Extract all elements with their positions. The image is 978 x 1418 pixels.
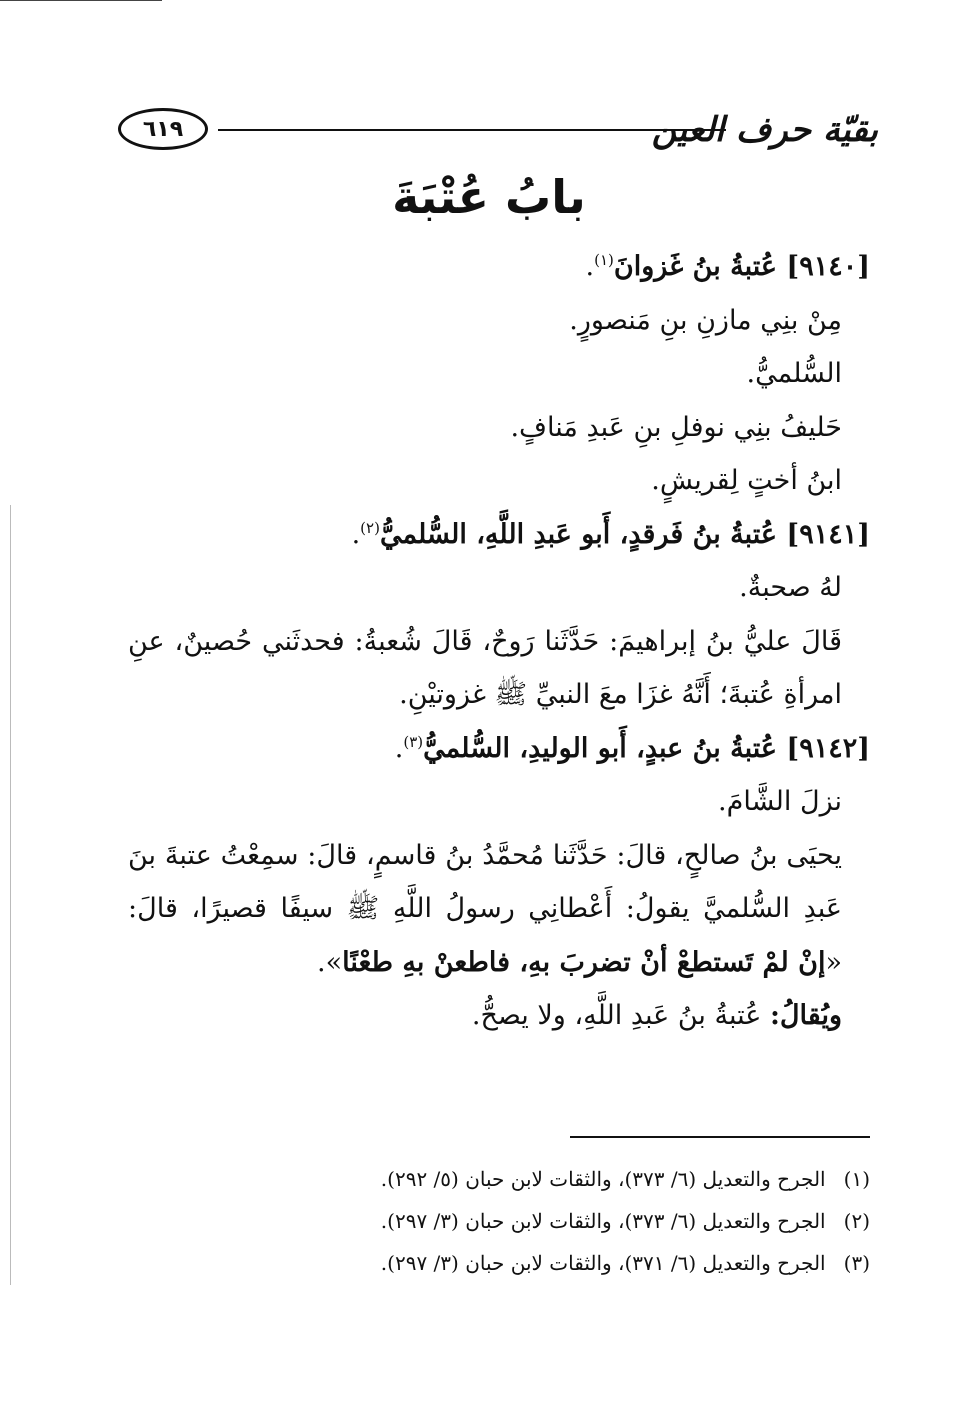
- entry-name: عُتبةُ بنُ غَزوانَ: [613, 251, 787, 282]
- lead-word: ويُقالُ:: [769, 1000, 842, 1031]
- footnote-text: الجرح والتعديل (٦/ ٣٧٣)، والثقات لابن حبان (٣/ ٢٩٧).: [380, 1209, 826, 1233]
- footnote-number: (١): [843, 1167, 870, 1191]
- footnote: [128, 1242, 870, 1284]
- punctuation: .: [351, 518, 361, 550]
- entry-number: [٩١٤١]: [786, 518, 870, 550]
- main-text: [128, 240, 870, 1043]
- footnote: [128, 1200, 870, 1242]
- footnote-number: (٣): [843, 1251, 870, 1275]
- punctuation: ».: [317, 946, 343, 978]
- paragraph: ابنُ أختٍ لِقريشٍ.: [651, 465, 842, 496]
- punctuation: .: [585, 251, 595, 282]
- paragraph: [128, 989, 870, 1043]
- paragraph: حَليفُ بنِي نوفلِ بنِ عَبدِ مَنافٍ.: [510, 411, 842, 443]
- page-edge-line: [10, 505, 11, 1285]
- footnote-text: الجرح والتعديل (٦/ ٣٧١)، والثقات لابن حبان (٣/ ٢٩٧).: [380, 1251, 826, 1275]
- running-head: بقيّة حرف العين: [651, 110, 878, 150]
- footnotes: [128, 1158, 870, 1284]
- footnote-number: (٢): [843, 1209, 870, 1233]
- entry-heading-9141: [128, 508, 870, 562]
- entry-heading-9140: [128, 240, 870, 294]
- entry-number: [٩١٤٠]: [786, 251, 870, 282]
- paragraph: نزلَ الشَّامَ.: [718, 786, 842, 817]
- footnote-text: الجرح والتعديل (٦/ ٣٧٣)، والثقات لابن حبان (٥/ ٢٩٢).: [380, 1167, 826, 1191]
- paragraph-text: عُتبةُ بنُ عَبدِ اللَّهِ، ولا يصحُّ.: [471, 1000, 770, 1031]
- footnote: [128, 1158, 870, 1200]
- top-edge-rule: [0, 0, 162, 1]
- entry-name: عُتبةُ بنُ عبدٍ، أَبو الوليدِ، السُّلميُّ: [423, 732, 787, 764]
- hadith-quote: إنْ لمْ تَستطعْ أنْ تضربَ بهِ، فاطعنْ بهِ طعْنًا: [342, 946, 826, 978]
- page-number: ٦١٩: [118, 108, 208, 150]
- hadith-text: يحيَى بنُ صالحٍ، قالَ: حَدَّثَنا مُحمَّدُ بنُ قاسمٍ، قالَ: سمِعْتُ عتبةَ بنَ عَبدِ السُّلميَّ يقولُ: أَعْطانِي رسولُ اللَّهِ ﷺ سيفًا قصيرًا، قالَ: «: [128, 839, 842, 978]
- paragraph: مِنْ بنِي مازنِ بنِ مَنصورٍ.: [569, 304, 842, 336]
- entry-name: عُتبةُ بنُ فَرقدٍ، أَبو عَبدِ اللَّهِ، السُّلميُّ: [379, 518, 787, 550]
- footnote-ref: (٣): [403, 732, 424, 751]
- paragraph: [128, 829, 870, 990]
- paragraph: قَالَ عليُّ بنُ إبراهيمَ: حَدَّثَنا رَوحٌ، قَالَ شُعبةُ: فحدثَني حُصينٌ، عنِ امرأةِ عُتبةَ؛ أَنَّهُ غزَا معَ النبيِّ ﷺ غزوتيْنِ.: [128, 625, 842, 710]
- header-rule: [218, 129, 726, 131]
- footnote-ref: (٢): [360, 518, 380, 537]
- punctuation: .: [394, 732, 404, 764]
- footnote-separator: [570, 1136, 870, 1138]
- entry-number: [٩١٤٢]: [786, 732, 870, 764]
- entry-heading-9142: [128, 722, 870, 776]
- paragraph: لهُ صحبةٌ.: [739, 572, 842, 603]
- footnote-ref: (١): [594, 251, 614, 269]
- paragraph: السُّلميُّ.: [746, 358, 842, 389]
- chapter-title: بابُ عُتْبَةَ: [392, 170, 586, 224]
- page-header: [118, 100, 878, 160]
